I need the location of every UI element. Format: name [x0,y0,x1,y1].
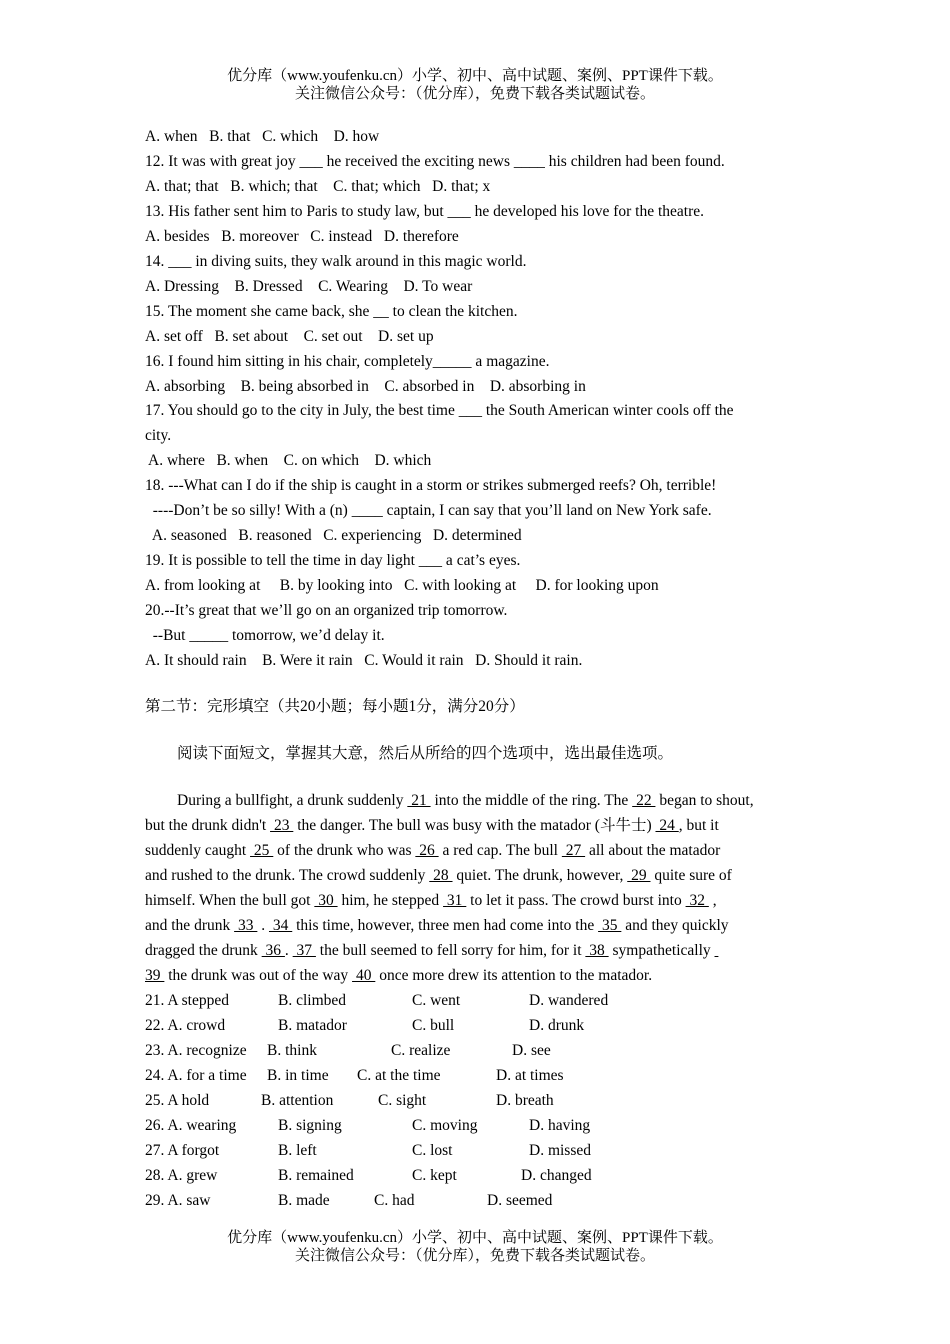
option-d: D. at times [496,1066,564,1084]
option-b: B. matador [278,1016,347,1034]
option-b: B. in time [267,1066,329,1084]
passage-line [145,841,720,861]
passage-line [145,866,732,886]
question-line: A. that; that B. which; that C. that; which D. that; x [145,177,491,195]
footer-line-2: 关注微信公众号：（优分库），免费下载各类试题试卷。 [294,1248,655,1264]
blank-number: 28 [429,866,453,884]
option-a: 21. A stepped [145,992,229,1009]
passage-text: but the drunk didn't [145,816,271,834]
question-line: 18. ---What can I do if the ship is caught in a storm or strikes submerged reefs? Oh, terrible! [145,477,717,495]
option-c: C. realize [391,1041,451,1059]
option-b: B. think [267,1041,317,1059]
question-line: A. set off B. set about C. set out D. set up [145,327,434,345]
footer-line-1: 优分库（www.youfenku.cn）小学、初中、高中试题、案例、PPT课件下载。 [227,1230,723,1246]
question-line: 16. I found him sitting in his chair, completely_____ a magazine. [145,352,550,370]
question-line: A. besides B. moreover C. instead D. therefore [145,227,459,245]
passage-text: of the drunk who was [273,841,416,859]
passage-line [177,791,754,811]
option-a: 23. A. recognize [145,1041,247,1059]
passage-text: the bull seemed to fell sorry for him, for it [315,941,586,959]
header-line-2: 关注微信公众号：（优分库），免费下载各类试题试卷。 [294,86,655,102]
passage-text: a red cap. The bull [438,841,562,859]
blank-number: 38 [585,941,609,959]
blank-number: 22 [632,792,656,809]
option-d: D. see [512,1041,551,1059]
option-c: C. went [412,992,461,1009]
option-c: C. moving [412,1116,478,1134]
option-b: B. climbed [278,992,347,1009]
passage-text: and they quickly [621,916,729,934]
option-a: 28. A. grew [145,1166,218,1184]
passage-text: the danger. The bull was busy with the matador (斗牛士) [293,816,656,834]
option-b: B. remained [278,1166,354,1184]
blank-number: 23 [270,816,294,834]
option-b: B. attention [261,1091,334,1109]
passage-text: During a bullfight, a drunk suddenly [177,792,408,809]
question-line: ----Don’t be so silly! With a (n) ____ captain, I can say that you’ll land on New York safe. [145,502,712,520]
blank-number: 29 [627,866,651,884]
question-line: A. absorbing B. being absorbed in C. absorbed in D. absorbing in [145,377,586,395]
passage-text: him, he stepped [337,891,444,909]
passage-line [145,891,717,911]
option-b: B. made [278,1191,330,1209]
option-a: 26. A. wearing [145,1116,237,1134]
passage-line [145,941,718,961]
question-line: A. It should rain B. Were it rain C. Would it rain D. Should it rain. [145,651,583,669]
option-b: B. left [278,1141,317,1159]
passage-line [145,966,652,986]
question-line: 14. ___ in diving suits, they walk around in this magic world. [145,252,527,270]
passage-text: quite sure of [650,866,732,884]
option-d: D. missed [529,1141,591,1159]
blank-number: 35 [598,916,622,934]
passage-text: quiet. The drunk, however, [452,866,628,884]
passage-text: suddenly caught [145,841,251,859]
passage-text: himself. When the bull got [145,891,315,909]
page-header [0,67,950,103]
passage-text: all about the matador [585,841,721,859]
passage-text: and rushed to the drunk. The crowd suddenly [145,866,430,884]
blank-number: 31 [443,891,467,909]
passage-text: sympathetically [608,941,715,959]
question-line: 19. It is possible to tell the time in day light ___ a cat’s eyes. [145,552,521,570]
option-a: 25. A hold [145,1091,210,1109]
blank-number: 39 [145,966,165,984]
passage-text: and the drunk [145,916,235,934]
section-title: 第二节：完形填空（共20小题；每小题1分，满分20分） [145,698,525,715]
blank-number: 27 [561,841,586,859]
passage-text: began to shout, [655,792,754,809]
blank-number: 40 [352,966,376,984]
blank-number: 37 [292,941,316,959]
blank-number: 30 [314,891,338,909]
question-line: --But _____ tomorrow, we’d delay it. [145,627,385,644]
blank-number: 24 [655,816,679,834]
passage-text: once more drew its attention to the matador. [375,966,653,984]
blank-number: 34 [268,916,293,934]
question-line: city. [145,427,172,445]
passage-text: into the middle of the ring. The [430,792,633,809]
option-a: 24. A. for a time [145,1066,247,1084]
passage-text: . [284,941,293,959]
page-footer [0,1229,950,1265]
question-line: A. seasoned B. reasoned C. experiencing D. determined [145,527,522,545]
passage-text: the drunk was out of the way [164,966,353,984]
option-d: D. changed [521,1166,592,1184]
question-line: A. from looking at B. by looking into C. with looking at D. for looking upon [145,577,659,595]
option-d: D. wandered [529,992,609,1009]
question-line: 15. The moment she came back, she __ to clean the kitchen. [145,302,518,320]
passage-line [145,816,719,836]
question-line: A. when B. that C. which D. how [145,128,380,145]
blank-number: 25 [250,841,274,859]
option-c: C. bull [412,1016,455,1034]
option-c: C. sight [378,1091,427,1109]
passage-text: . [257,916,269,934]
blank-number: 32 [685,891,709,909]
blank-number: 36 [261,941,285,959]
option-c: C. at the time [357,1066,441,1084]
option-a: 27. A forgot [145,1141,220,1159]
question-line: 12. It was with great joy ___ he received the exciting news ____ his children had been found. [145,152,725,170]
question-line: A. where B. when C. on which D. which [145,452,432,470]
header-line-1: 优分库（www.youfenku.cn）小学、初中、高中试题、案例、PPT课件下载。 [227,68,723,84]
question-line: A. Dressing B. Dressed C. Wearing D. To wear [145,277,473,295]
blank-number: 21 [407,792,431,809]
question-line: 20.--It’s great that we’ll go on an organized trip tomorrow. [145,602,508,620]
option-d: D. having [529,1116,591,1134]
passage-text: to let it pass. The crowd burst into [466,891,686,909]
passage-text: , but it [678,816,719,834]
option-b: B. signing [278,1116,342,1134]
option-c: C. lost [412,1141,453,1159]
option-a: 29. A. saw [145,1191,211,1209]
question-line: 13. His father sent him to Paris to study law, but ___ he developed his love for the theatre. [145,202,705,220]
section-instruction: 阅读下面短文，掌握其大意，然后从所给的四个选项中，选出最佳选项。 [177,745,674,762]
question-line: 17. You should go to the city in July, the best time ___ the South American winter cools off the [145,402,734,420]
blank-number: 26 [415,841,439,859]
option-d: D. drunk [529,1016,585,1034]
passage-line [145,916,729,936]
passage-text: dragged the drunk [145,941,262,959]
blank-number: 33 [234,916,258,934]
option-c: C. had [374,1191,415,1209]
option-a: 22. A. crowd [145,1016,226,1034]
passage-text: , [708,891,717,909]
option-d: D. seemed [487,1191,553,1209]
option-c: C. kept [412,1166,457,1184]
blank-number [715,942,719,959]
passage-text: this time, however, three men had come into the [292,916,599,934]
option-d: D. breath [496,1091,554,1109]
